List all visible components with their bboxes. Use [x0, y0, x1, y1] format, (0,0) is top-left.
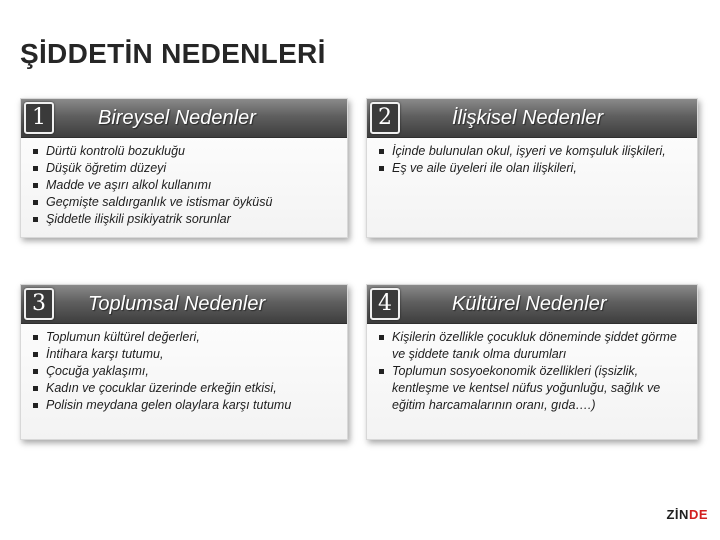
list-item: Polisin meydana gelen olaylara karşı tutumu [33, 397, 339, 414]
panel-header [21, 99, 347, 138]
list-item: Madde ve aşırı alkol kullanımı [33, 177, 339, 194]
page-title: ŞİDDETİN NEDENLERİ [20, 38, 326, 69]
number-badge [370, 288, 400, 320]
badge-number: 2 [378, 105, 392, 130]
list-item: İntihara karşı tutumu, [33, 346, 339, 363]
badge-number: 4 [378, 291, 392, 316]
panel-header [21, 285, 347, 324]
item-list [379, 143, 689, 177]
list-item: Düşük öğretim düzeyi [33, 160, 339, 177]
list-item: Dürtü kontrolü bozukluğu [33, 143, 339, 160]
panel-title: Toplumsal Nedenler [88, 293, 266, 315]
panel-kulturel [366, 284, 698, 440]
list-item: Eş ve aile üyeleri ile olan ilişkileri, [379, 160, 689, 177]
list-item: Geçmişte saldırganlık ve istismar öyküsü [33, 194, 339, 211]
list-item: Kişilerin özellikle çocukluk döneminde şiddet görme ve şiddete tanık olma durumları [379, 329, 689, 363]
badge-number: 3 [32, 291, 46, 316]
number-badge [24, 288, 54, 320]
panel-header [367, 285, 697, 324]
logo-part-2: DE [688, 507, 708, 522]
list-item: Toplumun kültürel değerleri, [33, 329, 339, 346]
item-list [379, 329, 689, 414]
panel-title: Kültürel Nedenler [452, 293, 607, 315]
list-item: Çocuğa yaklaşımı, [33, 363, 339, 380]
panel-iliskisel [366, 98, 698, 238]
badge-number: 1 [32, 105, 46, 130]
panel-bireysel [20, 98, 348, 238]
panel-title: İlişkisel Nedenler [452, 107, 604, 129]
list-item: İçinde bulunulan okul, işyeri ve komşuluk ilişkileri, [379, 143, 689, 160]
panel-toplumsal [20, 284, 348, 440]
panel-title: Bireysel Nedenler [98, 107, 256, 129]
panel-header [367, 99, 697, 138]
item-list [33, 329, 339, 414]
list-item: Toplumun sosyoekonomik özellikleri (işsizlik, kentleşme ve kentsel nüfus yoğunluğu, sağlık ve eğitim harcamalarının oranı, gıda….) [379, 363, 689, 414]
item-list [33, 143, 339, 228]
logo-part-1: ZİN [666, 507, 689, 522]
number-badge [370, 102, 400, 134]
list-item: Şiddetle ilişkili psikiyatrik sorunlar [33, 211, 339, 228]
list-item: Kadın ve çocuklar üzerinde erkeğin etkisi, [33, 380, 339, 397]
zinde-logo [666, 507, 708, 522]
number-badge [24, 102, 54, 134]
